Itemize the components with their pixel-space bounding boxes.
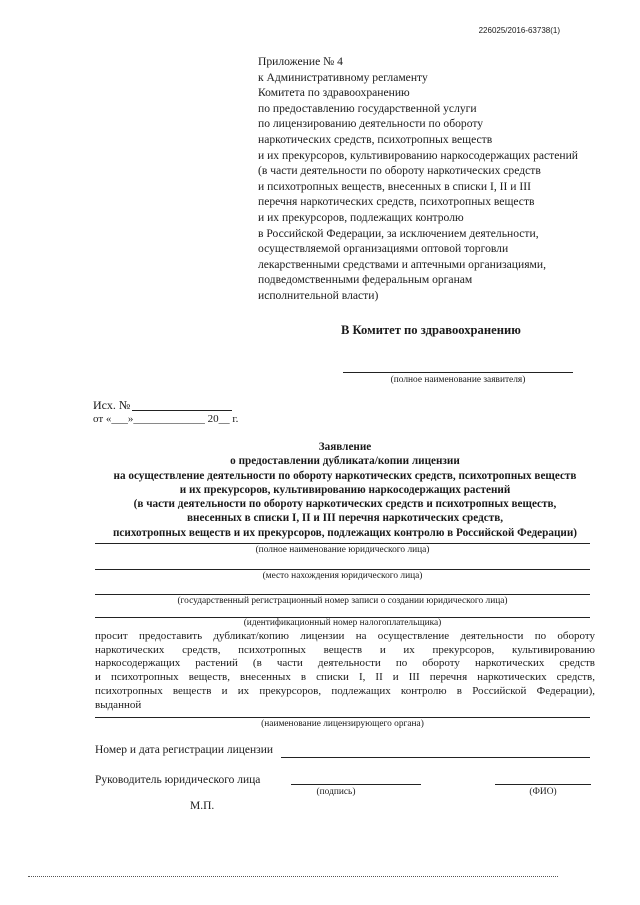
license-number-label: Номер и дата регистрации лицензии (95, 744, 274, 756)
scan-edge-dots (28, 876, 558, 877)
titleblk-line: (в части деятельности по обороту наркотических средств и психотропных веществ, (133, 498, 557, 511)
app-line: перечня наркотических средств, психотропных веществ (258, 195, 535, 209)
reg-number-line[interactable] (95, 594, 590, 595)
outgoing-number-label: Исх. № (93, 398, 131, 412)
app-line: по предоставлению государственной услуги (258, 101, 477, 115)
full-name-caption: (полное наименование юридического лица) (255, 545, 430, 555)
app-line: к Административному регламенту (258, 70, 428, 84)
app-line: подведомственными федеральным органам (258, 273, 473, 287)
fio-caption: (ФИО) (529, 787, 557, 797)
bodytext-line: наркосодержащих растений (в части деятельности по обороту наркотических средств (95, 657, 595, 670)
bodytext-line: выданной (95, 698, 142, 711)
applicant-name-line[interactable] (343, 372, 573, 373)
request-text (95, 630, 595, 712)
applicant-caption: (полное наименование заявителя) (390, 375, 526, 385)
location-caption: (место нахождения юридического лица) (262, 571, 423, 581)
appendix-header (258, 54, 578, 304)
app-line: Приложение № 4 (258, 55, 343, 68)
app-line: и их прекурсоров, культивированию наркосодержащих растений (258, 148, 579, 162)
full-name-line[interactable] (95, 543, 590, 544)
outgoing-date: от «___»_____________ 20__ г. (93, 413, 239, 425)
titleblk-line: о предоставлении дубликата/копии лицензии (230, 455, 460, 468)
bodytext-line: и психотропных веществ, внесенных в списки I, II и III перечня наркотических средств, (95, 671, 595, 684)
app-line: (в части деятельности по обороту наркотических средств (258, 164, 541, 178)
app-line: исполнительной власти) (258, 288, 379, 302)
addressee: В Комитет по здравоохранению (341, 323, 521, 337)
app-line: и их прекурсоров, подлежащих контролю (258, 210, 464, 224)
document-number: 226025/2016-63738(1) (478, 26, 560, 35)
location-line[interactable] (95, 569, 590, 570)
app-line: по лицензированию деятельности по обороту (258, 117, 484, 131)
app-line: осуществляемой организациями оптовой торговли (258, 242, 509, 256)
titleblk-line: психотропных веществ и их прекурсоров, подлежащих контролю в Российской Федерации) (112, 526, 578, 539)
licensing-body-line[interactable] (95, 717, 590, 718)
app-line: и психотропных веществ, внесенных в списки I, II и III (258, 179, 531, 193)
app-line: в Российской Федерации, за исключением деятельности, (258, 226, 539, 240)
app-line: Комитета по здравоохранению (258, 86, 410, 100)
bodytext-line: наркотических средств, психотропных веществ и их прекурсоров, культивированию (95, 643, 595, 656)
outgoing-number-line[interactable] (132, 410, 232, 411)
titleblk-line: и их прекурсоров, культивированию наркосодержащих растений (179, 483, 511, 496)
license-number-line[interactable] (281, 757, 590, 758)
stamp-label: М.П. (190, 800, 215, 812)
signature-caption: (подпись) (316, 787, 356, 797)
bodytext-line: просит предоставить дубликат/копию лицензии на осуществление деятельности по обороту (95, 630, 595, 642)
app-line: наркотических средств, психотропных веществ (258, 132, 493, 146)
reg-number-caption: (государственный регистрационный номер записи о создании юридического лица) (177, 596, 508, 606)
bodytext-line: психотропных веществ и их прекурсоров, подлежащих контролю в Российской Федерации), (95, 684, 595, 697)
titleblk-line: Заявление (318, 441, 372, 453)
licensing-body-caption: (наименование лицензирующего органа) (261, 719, 424, 729)
inn-caption: (идентификационный номер налогоплательщика) (243, 618, 442, 628)
head-label: Руководитель юридического лица (95, 774, 261, 786)
titleblk-line: на осуществление деятельности по обороту наркотических средств, психотропных веществ (113, 469, 577, 482)
app-line: лекарственными средствами и аптечными организациями, (258, 257, 546, 271)
document-title (95, 440, 595, 540)
titleblk-line: внесенных в списки I, II и III перечня наркотических средств, (186, 512, 504, 525)
signature-line[interactable] (291, 784, 421, 785)
fio-line[interactable] (495, 784, 591, 785)
